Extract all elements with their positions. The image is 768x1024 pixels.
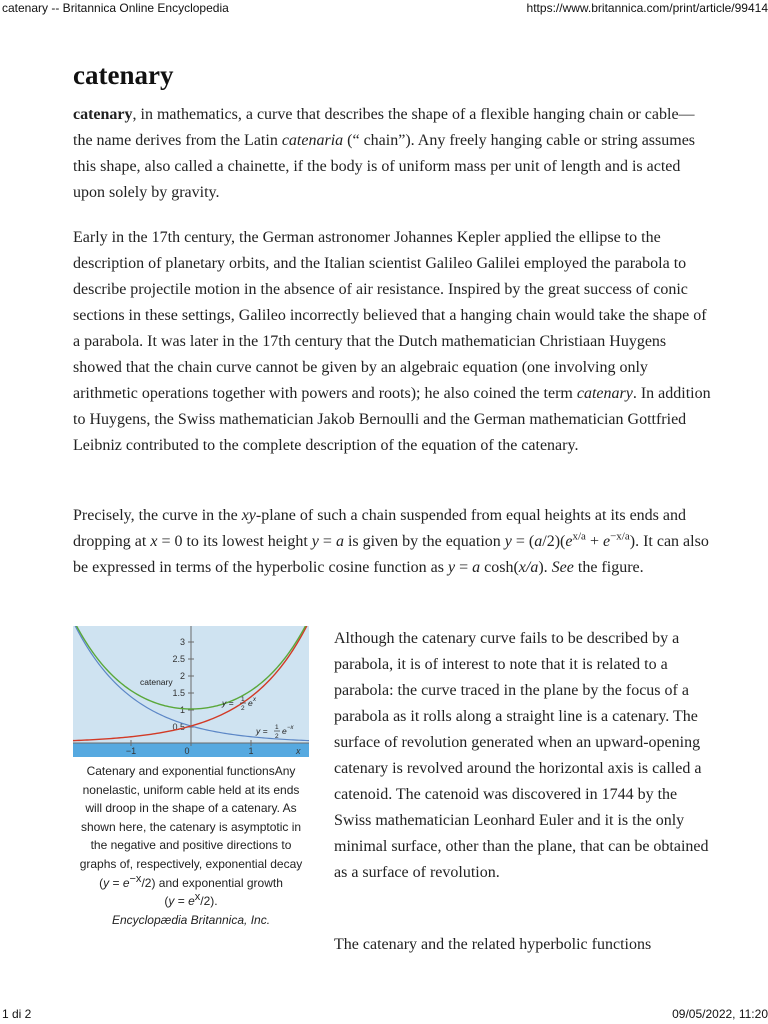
paragraph-hyperbolic: The catenary and the related hyperbolic functions <box>334 936 652 953</box>
catenary-label: catenary <box>140 677 173 687</box>
print-datetime: 09/05/2022, 11:20 <box>672 1007 768 1021</box>
svg-text:−x: −x <box>287 725 294 731</box>
caption-decay-formula: $(y = e^{-x}/2)$ and exponential growth <box>99 872 283 890</box>
svg-text:e: e <box>248 698 253 708</box>
y-tick-3: 3 <box>179 637 185 647</box>
svg-text:y =: y = <box>256 726 268 736</box>
article <box>73 58 713 953</box>
paragraph-history: Early in the 17th century, the German astronomer Johannes Kepler applied the ellipse to the description of planetary orbits, and the Italian scientist Galileo Galilei employed the parabola to describe projectile motion in the absence of air resistance. Inspired by the great success of conic sections in these settings, Galileo incorrectly believed that a hanging chain would take the shape of a parabola. It was later in the 17th century that the Dutch mathematician Christiaan Huygens showed that the chain curve cannot be given by an algebraic equation (one involving only arithmetic operations together with powers and roots); he also coined the term catenary. In addition to Huygens, the Swiss mathematician Jakob Bernoulli and the German mathematician Gottfried Leibniz contributed to the complete description of the equation of the catenary. <box>73 229 711 454</box>
paragraph-intro: catenary, in mathematics, a curve that describes the shape of a flexible hanging chain or cable—the name derives from the Latin catenaria (“ chain”). Any freely hanging cable or string assumes this shape, also called a chainette, if the body is of uniform mass per unit of length and is acted upon solely by gravity. <box>73 106 696 201</box>
x-tick-1: 1 <box>248 746 254 756</box>
y-tick-2: 2 <box>179 671 185 681</box>
y-tick-2-5: 2.5 <box>172 654 185 664</box>
browser-print-header <box>0 0 768 18</box>
y-tick-1: 1 <box>179 705 185 715</box>
svg-text:1: 1 <box>275 724 279 731</box>
y-tick-1-5: 1.5 <box>172 688 185 698</box>
browser-print-footer <box>0 1006 768 1024</box>
x-tick-neg1: −1 <box>125 746 137 756</box>
latin-term: catenaria <box>281 132 344 149</box>
svg-text:2: 2 <box>241 705 245 712</box>
svg-text:x: x <box>253 697 256 703</box>
term-catenary-italic: catenary <box>576 385 633 402</box>
figure-caption: Catenary and exponential functionsAny nonelastic, uniform cable held at its ends will droop in the shape of a catenary. As shown here, the catenary is asymptotic in the negative and positive directions to graphs of, respectively, exponential decay $(y = e^{-x}/2)$ and exponential growth $(y = e^x/2)$. Encyclopædia Britannica, Inc. <box>79 764 303 927</box>
y-tick-0-5: 0.5 <box>172 722 185 732</box>
svg-text:1: 1 <box>241 696 245 703</box>
x-axis-label: x <box>296 746 301 756</box>
equation: $y = (a/2)(e^{x/a} + e^{-x/a})$ <box>504 530 636 550</box>
paragraph-equation: Precisely, the curve in the xy-plane of such a chain suspended from equal heights at its ends and dropping at x = 0 to its lowest height y = a is given by the equation $y = (a/2)(e^{x/a} + e^{-x/a})$. It can also be expressed in terms of the hyperbolic cosine function as y = a cosh(x/a). See the figure. <box>73 507 709 576</box>
catenary-graph[interactable] <box>73 626 309 757</box>
svg-text:2: 2 <box>275 733 279 740</box>
page-number: 1 di 2 <box>2 1007 32 1021</box>
paragraph-parabola: Although the catenary curve fails to be described by a parabola, it is of interest to note that it is related to a parabola: the curve traced in the plane by the focus of a parabola as it rolls along a straight line is a catenary. The surface of revolution generated when an upward-opening catenary is revolved around the horizontal axis is called a catenoid. The catenoid was discovered in 1744 by the Swiss mathematician Leonhard Euler and it is the only minimal surface, other than the plane, that can be obtained as a surface of revolution. <box>334 630 709 881</box>
x-tick-0: 0 <box>184 746 190 756</box>
svg-text:y =: y = <box>222 698 234 708</box>
caption-growth-formula: $(y = e^x/2)$. <box>164 891 218 909</box>
page-url[interactable]: https://www.britannica.com/print/article/99414 <box>526 1 768 15</box>
figure-credit: Encyclopædia Britannica, Inc. <box>111 912 271 927</box>
article-title: catenary <box>73 60 174 90</box>
term-catenary: catenary <box>73 106 133 123</box>
svg-text:e: e <box>282 726 287 736</box>
see-link[interactable]: See <box>551 559 574 576</box>
page-title: catenary -- Britannica Online Encyclopedia <box>2 1 229 15</box>
catenary-figure <box>73 626 309 929</box>
